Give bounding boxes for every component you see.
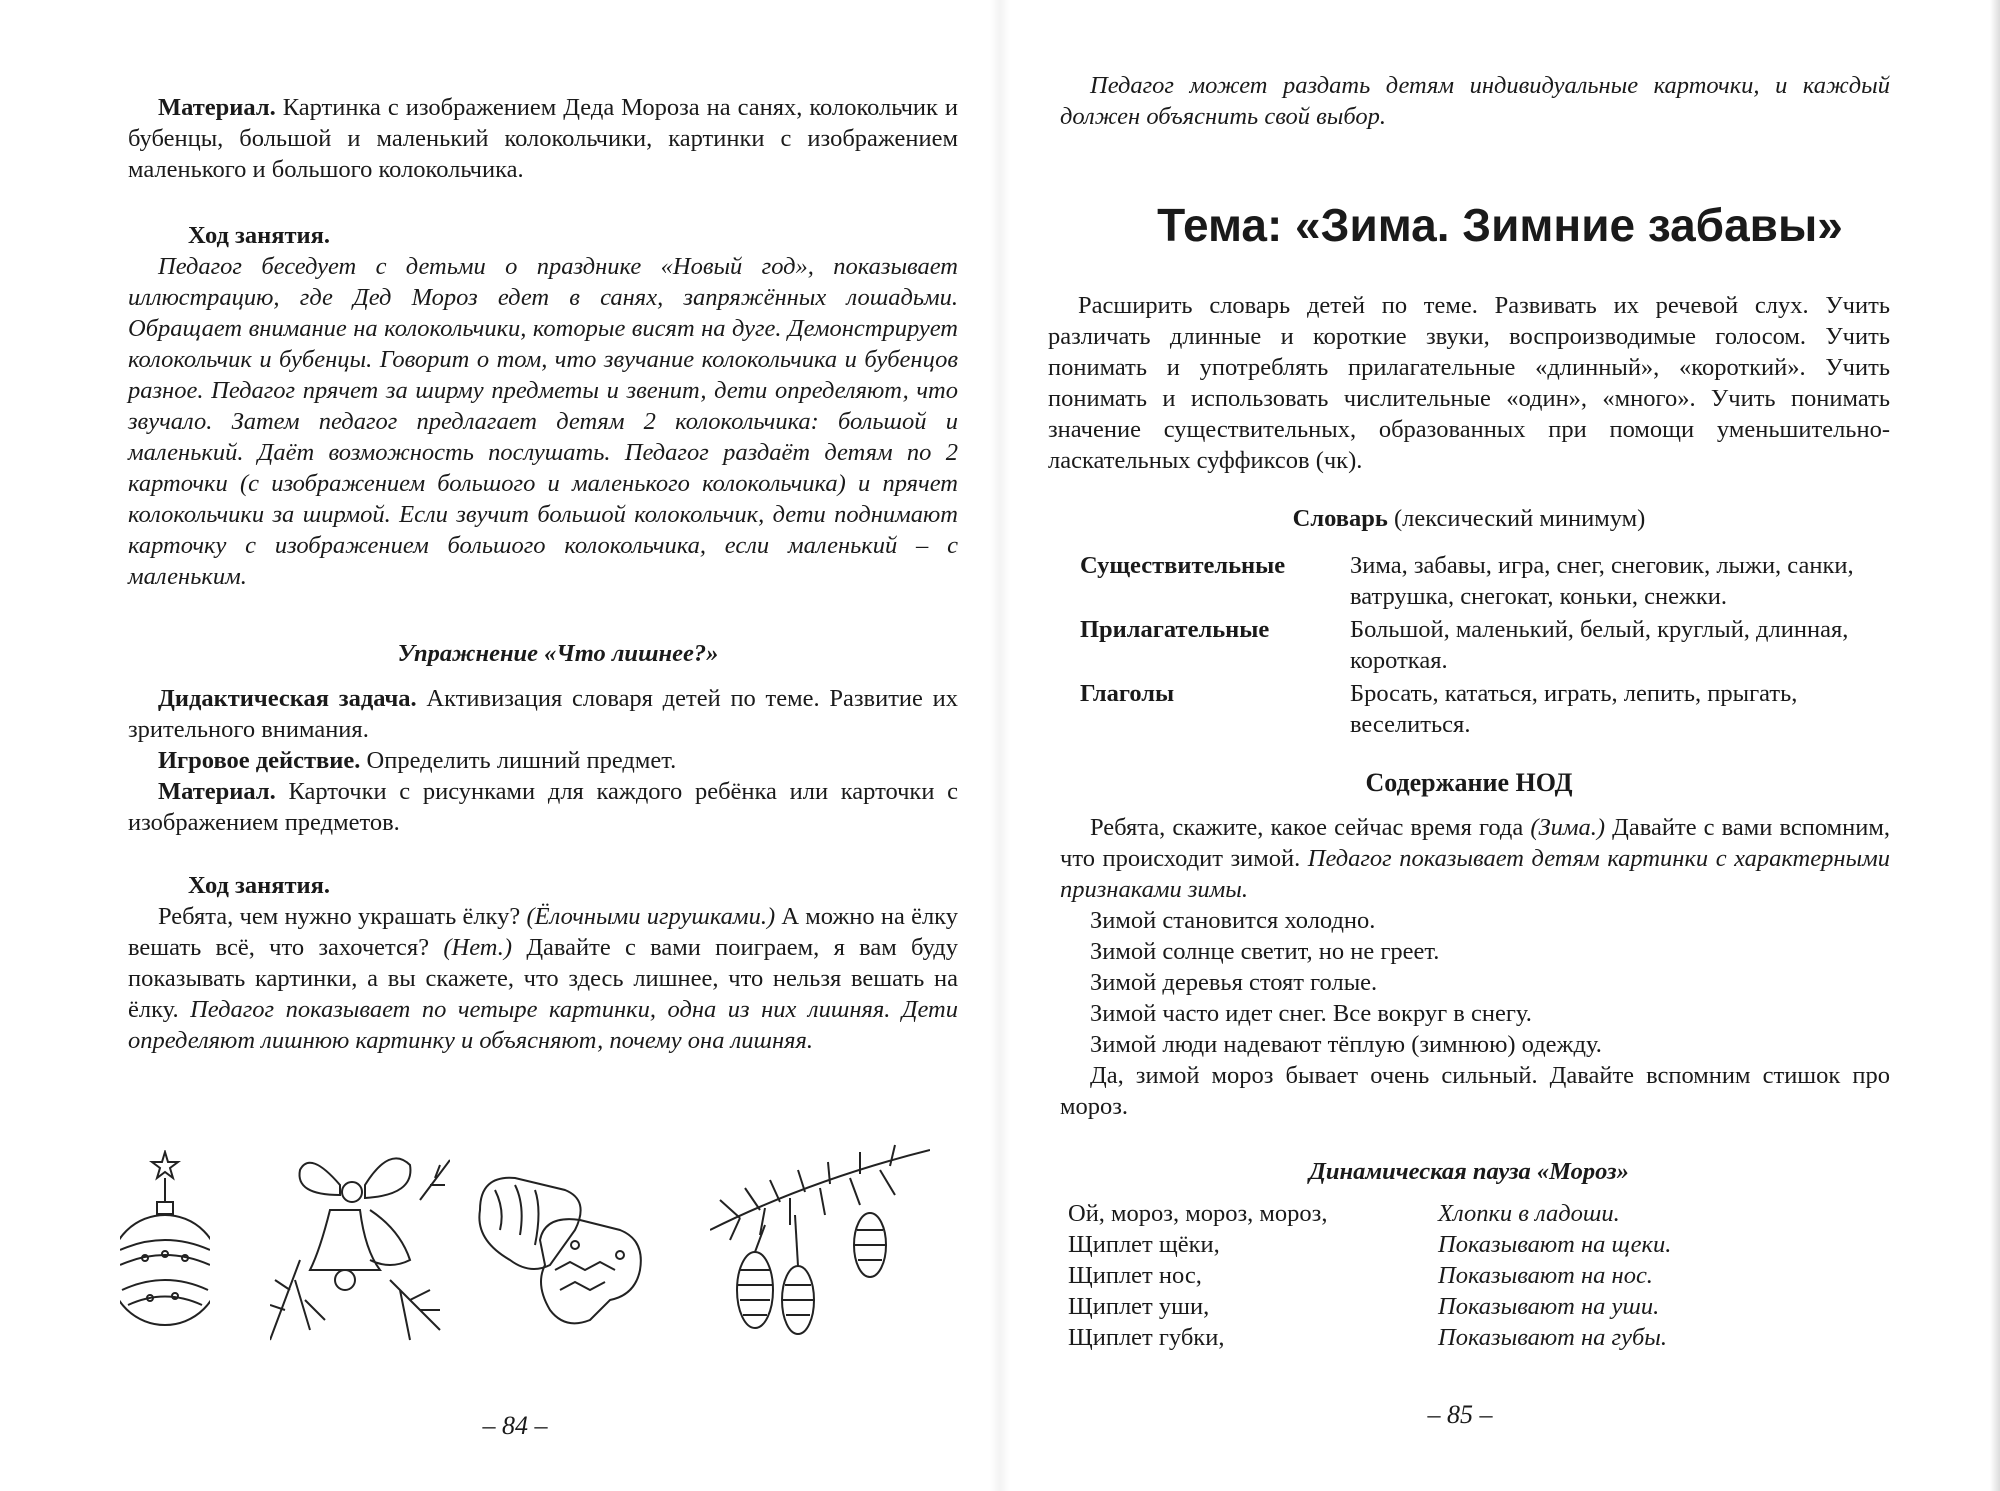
page-edge [1990,0,2000,1491]
poem-action: Показывают на губы. [1438,1324,1668,1351]
material-text: Картинка с изображением Деда Мороза на санях, колокольчик и бубенцы, большой и маленький колокольчики, картинки с изображением маленького и большого колокольчика. [128,94,959,183]
nod-content [1060,812,1890,1122]
vocabulary-words: Зима, забавы, игра, снег, снеговик, лыжи, санки, ватрушка, снегокат, коньки, снежки. [1350,552,1854,610]
illustrations-row [110,1130,970,1360]
nod-text: Ребята, скажите, какое сейчас время года [1090,814,1531,841]
poem-line: Щиплет губки, [1068,1324,1225,1351]
poem-action: Хлопки в ладоши. [1438,1200,1620,1227]
page-number: – 84 – [482,1411,548,1440]
exercise-title: Упражнение «Что лишнее?» [397,640,719,667]
intro-text: Педагог может раздать детям индивидуальные карточки, и каждый должен объяснить свой выбор. [1060,72,1890,130]
lesson-instruction: Педагог показывает по четыре картинки, одна из них лишняя. Дети определяют лишнюю картинку и объясняют, почему она лишняя. [128,996,958,1054]
action-label: Игровое действие. [158,747,361,774]
mittens-icon [470,1170,650,1330]
page-title: Тема: «Зима. Зимние забавы» [1157,199,1843,251]
poem-line: Щиплет нос, [1068,1262,1202,1289]
nod-heading: Содержание НОД [1365,768,1573,797]
poem-row [1068,1260,1888,1291]
task-text: Активизация словаря детей по теме. Развитие их зрительного внимания. [128,685,958,743]
lesson-text: Ребята, чем нужно украшать ёлку? [158,903,527,930]
vocabulary-words: Бросать, кататься, играть, лепить, прыгать, веселиться. [1350,680,1798,738]
poem-action: Показывают на щеки. [1438,1231,1672,1258]
vocabulary-table [1080,550,1900,742]
nod-line: Зимой деревья стоят голые. [1090,969,1378,996]
lesson-text: Педагог беседует с детьми о празднике «Новый год», показывает иллюстрацию, где Дед Мороз едет в санях, запряжённых лошадьми. Обращает внимание на колокольчики, которые висят на дуге. Демонстрирует колокольчик и бубенцы. Говорит о том, что звучание колокольчика и бубенцов разное. Педагог прячет за ширму предметы и звенит, дети определяют, что звучало. Затем педагог предлагает детям 2 колокольчика: большой и маленький. Даёт возможность послушать. Педагог раздаёт детям по 2 карточки (с изображением большого и маленького колокольчика) и прячет колокольчики за ширмой. Если звучит большой колокольчик, дети поднимают карточку с изображением большого колокольчика, если маленький – с маленьким. [128,253,958,590]
christmas-ball-icon [120,1150,210,1350]
poem-table [1068,1198,1888,1353]
lesson-section-2 [128,870,958,1056]
material-text: Карточки с рисунками для каждого ребёнка или карточки с изображением предметов. [128,778,959,836]
poem-action: Показывают на уши. [1438,1293,1660,1320]
exercise-section [128,638,958,838]
nod-line: Зимой люди надевают тёплую (зимнюю) одежду. [1090,1031,1602,1058]
nod-instruction: Педагог показывает детям картинки с характерными признаками зимы. [1060,845,1890,903]
vocabulary-category: Глаголы [1080,680,1175,707]
nod-line: Да, зимой мороз бывает очень сильный. Давайте вспомним стишок про мороз. [1060,1062,1890,1120]
vocabulary-row [1080,614,1900,676]
vocabulary-row [1080,550,1900,612]
lesson-section-1 [128,220,958,592]
pine-cones-icon [710,1140,930,1350]
vocabulary-label: Словарь [1292,505,1388,532]
task-label: Дидактическая задача. [158,685,417,712]
poem-action: Показывают на нос. [1438,1262,1653,1289]
goals-paragraph [1048,290,1890,476]
poem-row [1068,1322,1888,1353]
vocabulary-category: Прилагательные [1080,616,1270,643]
vocabulary-heading [1048,505,1890,533]
lesson-heading: Ход занятия. [188,872,330,899]
nod-answer: (Зима.) [1530,814,1606,841]
lesson-answer: (Нет.) [443,934,513,961]
poem-row [1068,1198,1888,1229]
intro-paragraph [1060,70,1890,132]
pause-title: Динамическая пауза «Мороз» [1309,1158,1629,1185]
vocabulary-row [1080,678,1900,740]
nod-line: Зимой часто идет снег. Все вокруг в снегу. [1090,1000,1532,1027]
poem-row [1068,1291,1888,1322]
poem-line: Щиплет уши, [1068,1293,1210,1320]
material-label: Материал. [158,94,276,121]
vocabulary-words: Большой, маленький, белый, круглый, длинная, короткая. [1350,616,1849,674]
poem-line: Щиплет щёки, [1068,1231,1220,1258]
nod-line: Зимой становится холодно. [1090,907,1376,934]
nod-line: Зимой солнце светит, но не греет. [1090,938,1440,965]
lesson-heading: Ход занятия. [188,222,330,249]
page-number: – 85 – [1427,1400,1493,1429]
lesson-text: А можно на ёлку вешать всё, что захочется? [128,903,958,961]
vocabulary-sub: (лексический минимум) [1393,505,1646,532]
lesson-answer: (Ёлочными игрушками.) [526,903,776,930]
vocabulary-category: Существительные [1080,552,1286,579]
poem-line: Ой, мороз, мороз, мороз, [1068,1200,1328,1227]
goals-text: Расширить словарь детей по теме. Развивать их речевой слух. Учить различать длинные и короткие звуки, воспроизводимые голосом. Учить понимать и употреблять прилагательные «длинный», «короткий». Учить понимать и использовать числительные «один», «много». Учить понимать значение существительных, образованных при помощи уменьшительно-ласкательных суффиксов (чк). [1048,292,1890,474]
lesson-text: Давайте с вами поиграем, я вам буду показывать картинки, а вы скажете, что здесь лишнее, что нельзя вешать на ёлку. [128,934,958,1023]
material-paragraph [128,92,958,185]
nod-text: Давайте с вами вспомним, что происходит зимой. [1060,814,1890,872]
action-text: Определить лишний предмет. [366,747,677,774]
bells-branch-icon [270,1140,450,1350]
right-page [1000,0,2000,1491]
material-label: Материал. [158,778,276,805]
poem-row [1068,1229,1888,1260]
